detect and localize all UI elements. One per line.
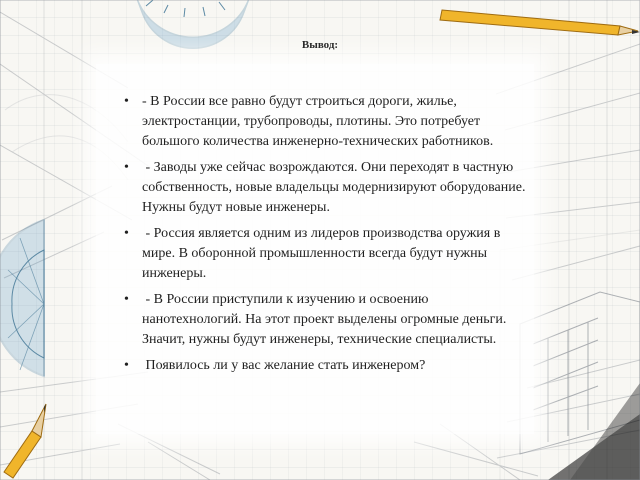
- protractor-icon: [0, 220, 44, 376]
- conclusion-text: Появилось ли у вас желание стать инженером?: [142, 358, 426, 373]
- pencil-icon: [4, 404, 46, 478]
- conclusion-item: [124, 224, 529, 284]
- bullet-icon: •: [124, 94, 129, 109]
- conclusion-item: [124, 356, 529, 376]
- conclusion-item: [124, 290, 529, 350]
- conclusion-text: - Заводы уже сейчас возрождаются. Они переходят в частную собственность, новые владельцы модернизируют оборудование. Нужны будут новые инженеры.: [142, 160, 529, 215]
- protractor-icon: [136, 0, 250, 48]
- conclusion-list: [124, 92, 529, 382]
- bullet-icon: •: [124, 226, 129, 241]
- conclusion-text: - В России приступили к изучению и освоению нанотехнологий. На этот проект выделены огромные деньги. Значит, нужны будут инженеры, технические специалисты.: [142, 292, 510, 347]
- conclusion-text: - Россия является одним из лидеров производства оружия в мире. В оборонной промышленности всегда будут нужны инженеры.: [142, 226, 504, 281]
- bullet-icon: •: [124, 292, 129, 307]
- building-sketch-icon: [520, 292, 640, 454]
- bullet-icon: •: [124, 160, 129, 175]
- pencil-icon: [440, 10, 640, 35]
- slide-title: Вывод:: [301, 39, 339, 51]
- bullet-icon: •: [124, 358, 129, 373]
- conclusion-text: - В России все равно будут строиться дороги, жилье, электростанции, трубопроводы, плотины. Это потребует большого количества инженерно-технических работников.: [142, 94, 494, 149]
- set-square-icon: [548, 383, 640, 480]
- conclusion-item: [124, 158, 529, 218]
- conclusion-item: [124, 92, 529, 152]
